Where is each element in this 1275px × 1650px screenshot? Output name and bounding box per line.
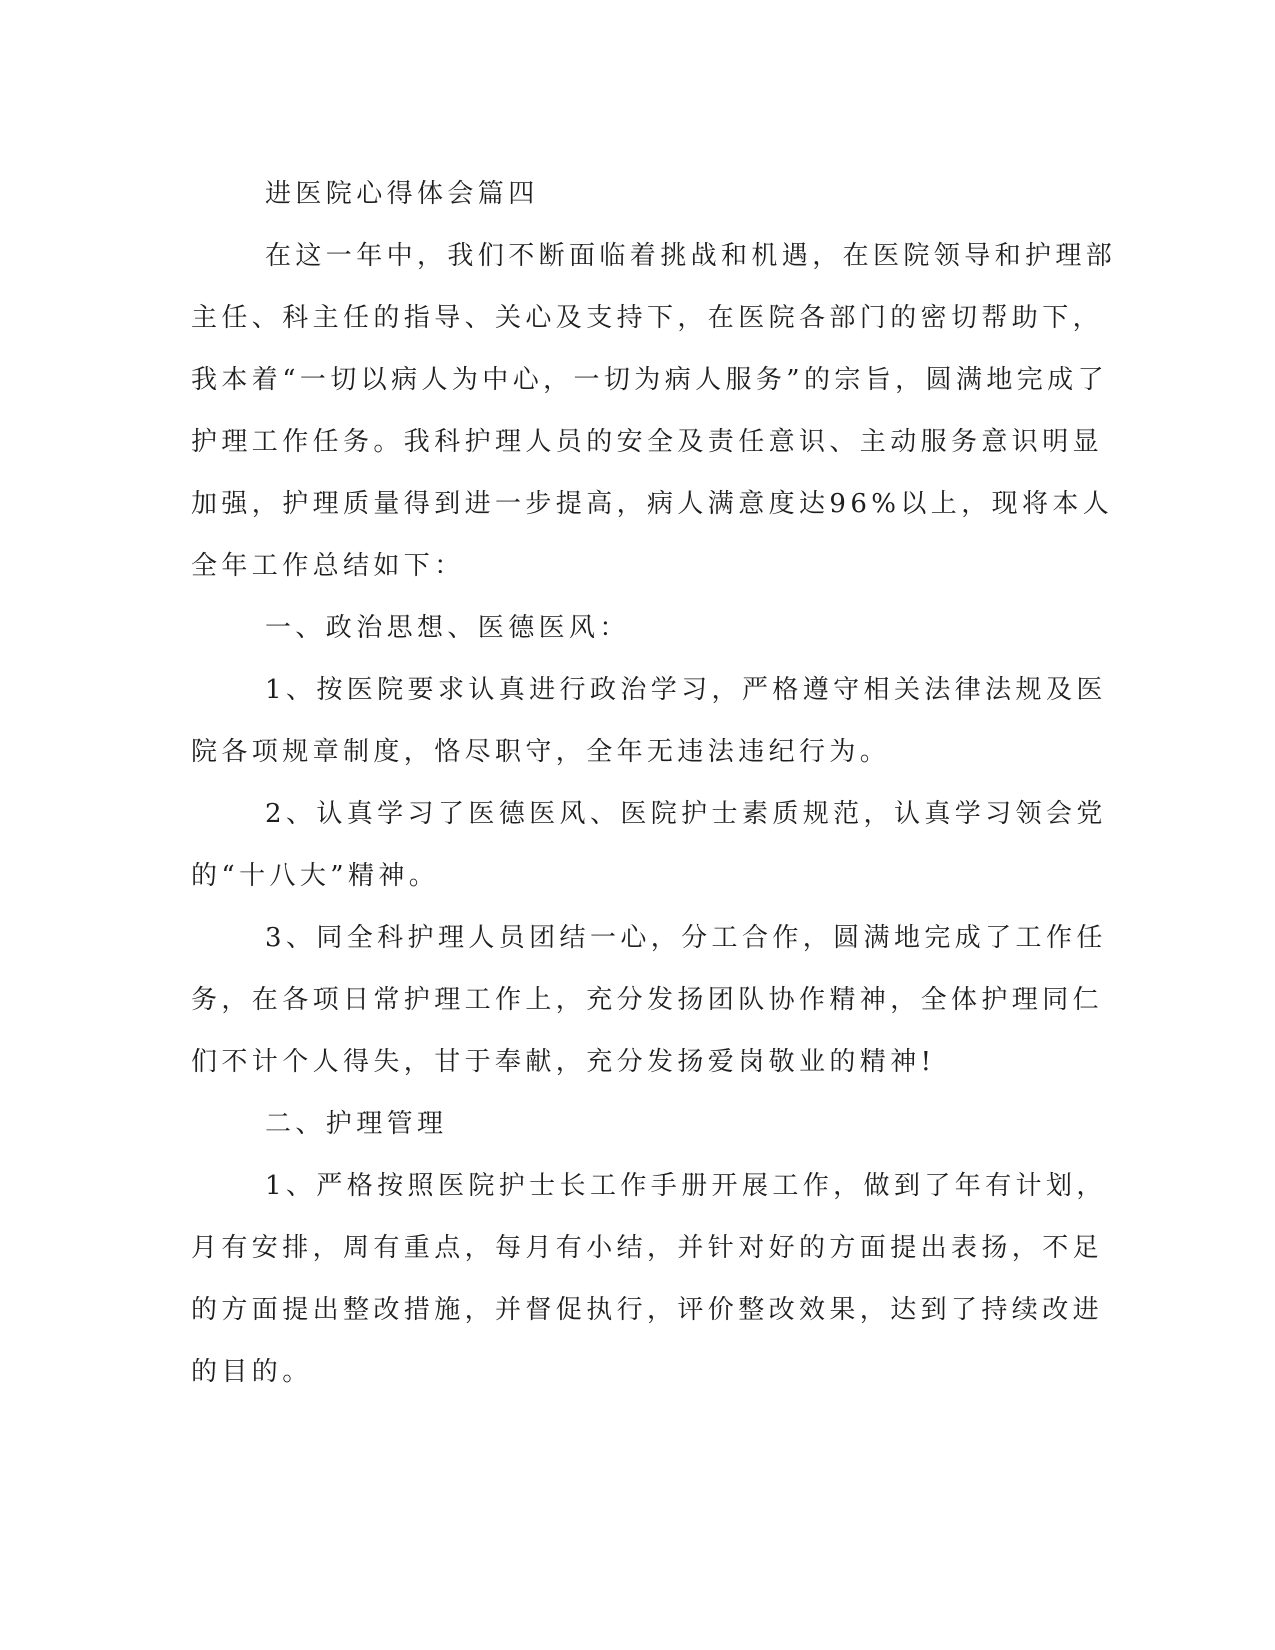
paragraph-line: 的方面提出整改措施，并督促执行，评价整改效果，达到了持续改进 [191,1295,1104,1325]
paragraph-line: 护理工作任务。我科护理人员的安全及责任意识、主动服务意识明显 [191,427,1104,457]
paragraph-line: 主任、科主任的指导、关心及支持下，在医院各部门的密切帮助下， [191,303,1104,333]
document-body [191,163,1117,1403]
paragraph-line: 2、认真学习了医德医风、医院护士素质规范，认真学习领会党 [265,799,1107,829]
paragraph-line: 加强，护理质量得到进一步提高，病人满意度达96%以上，现将本人 [191,489,1114,519]
paragraph-line: 在这一年中，我们不断面临着挑战和机遇，在医院领导和护理部 [265,241,1117,271]
paragraph-line: 我本着“一切以病人为中心，一切为病人服务”的宗旨，圆满地完成了 [191,365,1108,395]
section-heading: 一、政治思想、医德医风： [265,613,630,643]
paragraph-line: 院各项规章制度，恪尽职守，全年无违法违纪行为。 [191,737,891,767]
paragraph-line: 全年工作总结如下： [191,551,465,581]
paragraph-line: 月有安排，周有重点，每月有小结，并针对好的方面提出表扬，不足 [191,1233,1104,1263]
paragraph-line: 1、按医院要求认真进行政治学习，严格遵守相关法律法规及医 [265,675,1107,705]
paragraph-line: 1、严格按照医院护士长工作手册开展工作，做到了年有计划， [265,1171,1107,1201]
paragraph-line: 们不计个人得失，甘于奉献，充分发扬爱岗敬业的精神! [191,1047,936,1077]
paragraph-line: 的“十八大”精神。 [191,861,440,891]
paragraph-line: 的目的。 [191,1357,313,1387]
paragraph-line: 务，在各项日常护理工作上，充分发扬团队协作精神，全体护理同仁 [191,985,1104,1015]
paragraph-line: 3、同全科护理人员团结一心，分工合作，圆满地完成了工作任 [265,923,1107,953]
section-heading: 二、护理管理 [265,1109,448,1139]
document-title: 进医院心得体会篇四 [265,179,539,209]
